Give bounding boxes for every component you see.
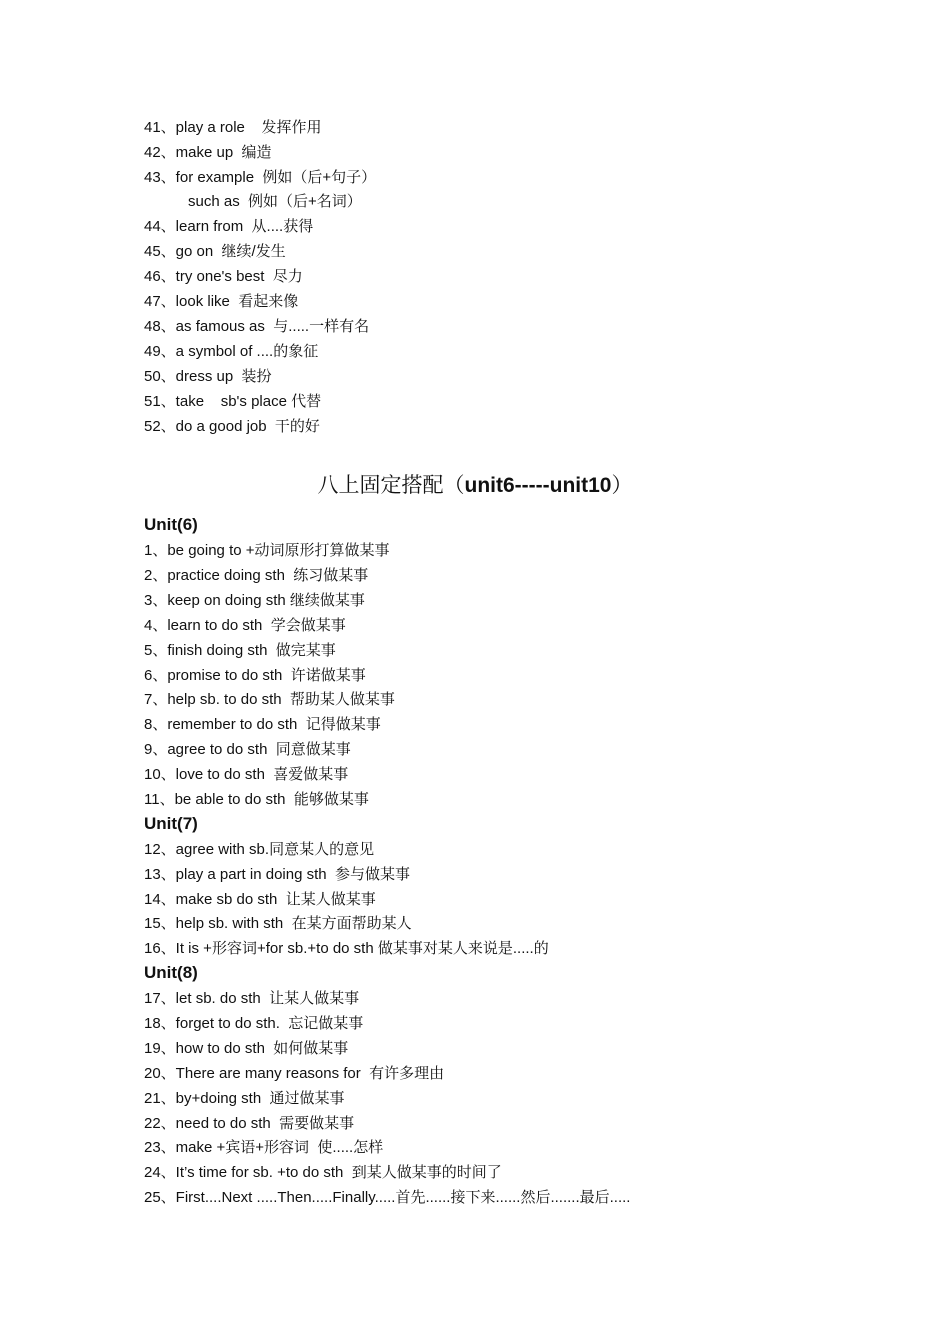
list-item: 21、by+doing sth 通过做某事 [144,1090,345,1107]
list-item: 12、agree with sb.同意某人的意见 [144,841,375,858]
list-item: 3、keep on doing sth 继续做某事 [144,592,365,609]
list-item: 9、agree to do sth 同意做某事 [144,741,351,758]
list-item: 50、dress up 装扮 [144,368,272,385]
list-item: 48、as famous as 与.....一样有名 [144,318,370,335]
list-item: 41、play a role 发挥作用 [144,119,322,136]
list-item: 44、learn from 从....获得 [144,218,314,235]
title-units: unit6-----unit10 [464,474,612,497]
list-item: 46、try one's best 尽力 [144,268,303,285]
list-item: such as 例如（后+名词） [188,193,362,210]
title-end: ） [611,474,633,497]
unit7-heading: Unit(7) [144,814,198,833]
list-item: 10、love to do sth 喜爱做某事 [144,766,349,783]
list-item: 42、make up 编造 [144,144,272,161]
list-item: 24、It’s time for sb. +to do sth 到某人做某事的时间了 [144,1164,502,1181]
page-title [0,472,950,500]
list-item: 49、a symbol of ....的象征 [144,343,319,360]
list-item: 22、need to do sth 需要做某事 [144,1115,355,1132]
list-item: 45、go on 继续/发生 [144,243,286,260]
unit8-heading: Unit(8) [144,963,198,982]
list-item: 4、learn to do sth 学会做某事 [144,617,346,634]
list-item: 16、It is +形容词+for sb.+to do sth 做某事对某人来说是.....的 [144,940,549,957]
list-item: 8、remember to do sth 记得做某事 [144,716,381,733]
list-item: 6、promise to do sth 许诺做某事 [144,667,366,684]
list-item: 2、practice doing sth 练习做某事 [144,567,369,584]
list-item: 25、First....Next .....Then.....Finally.....首先......接下来......然后.......最后..... [144,1189,631,1206]
list-item: 19、how to do sth 如何做某事 [144,1040,349,1057]
unit6-heading: Unit(6) [144,515,198,534]
list-item: 11、be able to do sth 能够做某事 [144,791,369,808]
list-item: 18、forget to do sth. 忘记做某事 [144,1015,364,1032]
list-item: 14、make sb do sth 让某人做某事 [144,891,376,908]
list-item: 51、take sb's place 代替 [144,393,322,410]
list-item: 23、make +宾语+形容词 使.....怎样 [144,1139,384,1156]
title-cn: 八上固定搭配（ [317,474,465,497]
list-item: 20、There are many reasons for 有许多理由 [144,1065,445,1082]
list-item: 17、let sb. do sth 让某人做某事 [144,990,360,1007]
list-item: 1、be going to +动词原形打算做某事 [144,542,390,559]
list-item: 13、play a part in doing sth 参与做某事 [144,866,410,883]
list-item: 5、finish doing sth 做完某事 [144,642,336,659]
list-item: 43、for example 例如（后+句子） [144,169,377,186]
list-item: 47、look like 看起来像 [144,293,299,310]
list-item: 52、do a good job 干的好 [144,418,320,435]
list-item: 15、help sb. with sth 在某方面帮助某人 [144,915,412,932]
list-item: 7、help sb. to do sth 帮助某人做某事 [144,691,395,708]
